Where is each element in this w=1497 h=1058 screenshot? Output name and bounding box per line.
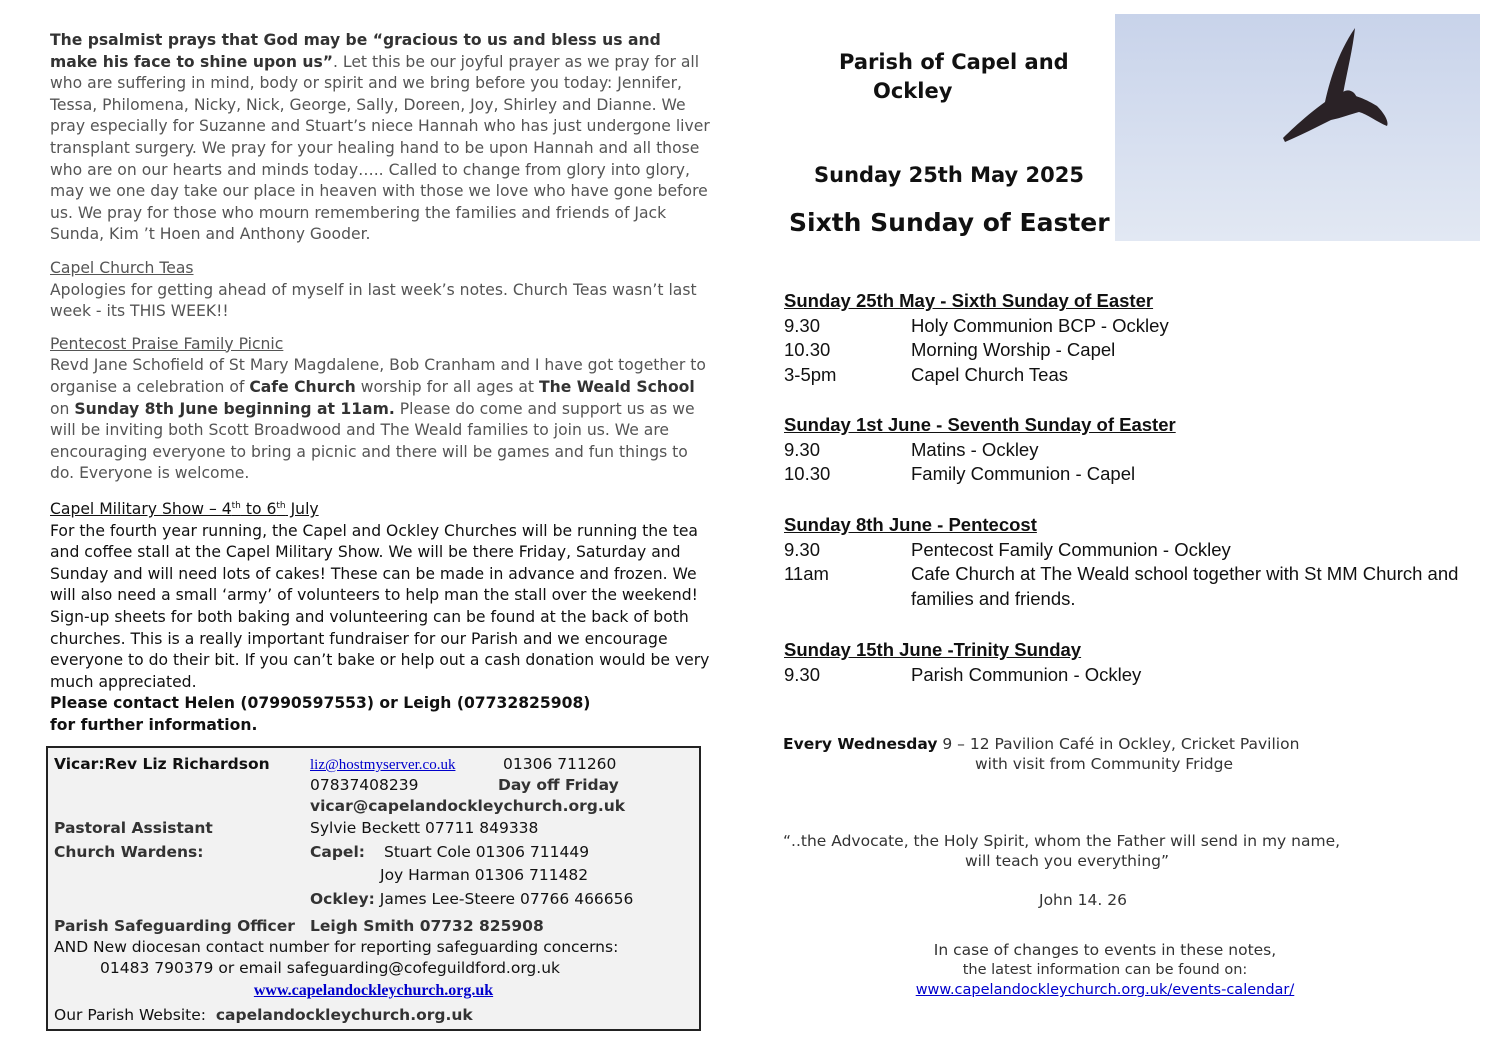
wednesday-line-2: with visit from Community Fridge xyxy=(975,755,1233,773)
day-off: Day off Friday xyxy=(498,776,619,794)
page-title: Sixth Sunday of Easter xyxy=(789,208,1110,237)
picnic-bold-1: Cafe Church xyxy=(249,377,356,396)
schedule-row: 9.30 Holy Communion BCP - Ockley xyxy=(784,314,1169,336)
safeguarding-value: Leigh Smith 07732 825908 xyxy=(310,917,544,935)
pastoral-value: Sylvie Beckett 07711 849338 xyxy=(310,819,539,837)
bird-icon xyxy=(1115,14,1480,241)
picnic-text-4: Please do come and support us as we will be inviting both Scott Broadwood and The Weald families to join us. We are encouraging everyone to bring a picnic and there will be games and fun things to do. Everyone is welcome. xyxy=(50,399,695,483)
quote-line-2: will teach you everything” xyxy=(965,852,1170,870)
vicar-email-link[interactable]: liz@hostmyserver.co.uk xyxy=(310,757,456,773)
schedule-block-4 xyxy=(784,638,1474,687)
prayer-intro: The psalmist prays that God may be “gracious to us and bless us and make his face to shine upon us” xyxy=(50,31,661,71)
wardens-label: Church Wardens: xyxy=(54,843,204,861)
website-link[interactable]: www.capelandockleychurch.org.uk xyxy=(253,982,494,999)
website-value: capelandockleychurch.org.uk xyxy=(215,1006,473,1024)
prayer-text: . Let this be our joyful prayer as we pray for all who are suffering in mind, body or spirit and we bring before you today: Jennifer, Tessa, Philomena, Nicky, Nick, George, Sally, Doreen, Joy, Shirley and Dianne. We pray especially for Suzanne and Stuart’s niece Hannah who has just undergone liver transplant surgery. We pray for your healing hand to be upon Hannah and all those who are on our hearts and minds today….. Called to change from glory into glory, may we one day take our place in heaven with those we love who have gone before us. We pray for those who mourn remembering the families and friends of Jack Sunda, Kim ’t Hoen and Anthony Gooder. xyxy=(50,52,710,244)
schedule-row: 9.30 Matins - Ockley xyxy=(784,438,1039,460)
military-text: For the fourth year running, the Capel and Ockley Churches will be running the tea and coffee stall at the Capel Military Show. We will be there Friday, Saturday and Sunday and will need lots of cakes! These can be made in advance and frozen. We will also need a small ‘army’ of volunteers to help man the stall over the weekend! Sign-up sheets for both baking and volunteering can be found at the back of both churches. This is a really important fundraiser for our Parish and we encourage everyone to do their bit. If you can’t bake or help out a cash donation would be very much appreciated. xyxy=(50,521,710,691)
parish-title-line-1: Parish of Capel and xyxy=(839,50,1069,74)
ockley-label: Ockley: xyxy=(310,890,375,908)
wednesday-bold: Every Wednesday xyxy=(783,735,938,753)
left-column xyxy=(50,30,710,737)
pastoral-label: Pastoral Assistant xyxy=(54,819,213,837)
schedule-block-3 xyxy=(784,513,1474,611)
picnic-section xyxy=(50,334,710,485)
parish-title-line-2: Ockley xyxy=(873,79,953,103)
capel-warden-1: Stuart Cole 01306 711449 xyxy=(384,843,590,861)
diocesan-contact: 01483 790379 or email safeguarding@cofeguildford.org.uk xyxy=(100,959,560,977)
picnic-text-3: on xyxy=(50,399,75,418)
changes-line-2: the latest information can be found on: xyxy=(962,962,1248,978)
diocesan-line: AND New diocesan contact number for reporting safeguarding concerns: xyxy=(54,938,619,956)
safeguarding-label: Parish Safeguarding Officer xyxy=(54,917,295,935)
prayer-paragraph xyxy=(50,30,710,246)
picnic-bold-2: The Weald School xyxy=(538,377,695,396)
bird-photo xyxy=(1115,14,1480,241)
schedule-block-2 xyxy=(784,413,1474,487)
schedule-heading: Sunday 8th June - Pentecost xyxy=(784,514,1037,535)
changes-line-1: In case of changes to events in these notes, xyxy=(933,941,1277,959)
ockley-warden: James Lee-Steere 07766 466656 xyxy=(379,890,634,908)
schedule-heading: Sunday 25th May - Sixth Sunday of Easter xyxy=(784,290,1154,311)
vicar-church-email: vicar@capelandockleychurch.org.uk xyxy=(310,797,626,815)
teas-heading: Capel Church Teas xyxy=(50,258,194,277)
quote-reference: John 14. 26 xyxy=(1039,891,1127,909)
service-date: Sunday 25th May 2025 xyxy=(814,163,1084,187)
schedule-row: 3-5pm Capel Church Teas xyxy=(784,363,1068,385)
schedule-row: 9.30 Parish Communion - Ockley xyxy=(784,663,1142,685)
picnic-text-2: worship for all ages at xyxy=(355,377,539,396)
schedule-row: 9.30 Pentecost Family Communion - Ockley xyxy=(784,538,1231,560)
military-section xyxy=(50,496,710,737)
picnic-bold-3: Sunday 8th June beginning at 11am. xyxy=(74,399,395,418)
capel-warden-2: Joy Harman 01306 711482 xyxy=(380,866,589,884)
schedule-row: 11am Cafe Church at The Weald school together with St MM Church and families and friends. xyxy=(784,563,1459,609)
military-contact-1: Please contact Helen (07990597553) or Leigh (07732825908) xyxy=(50,694,591,713)
contact-box xyxy=(46,746,701,1031)
schedule-heading: Sunday 15th June -Trinity Sunday xyxy=(784,639,1082,660)
wednesday-text: 9 – 12 Pavilion Café in Ockley, Cricket Pavilion xyxy=(937,735,1300,753)
picnic-text-1: Revd Jane Schofield of St Mary Magdalene, Bob Cranham and I have got together to organise a celebration of xyxy=(50,356,706,396)
quote-line-1: “..the Advocate, the Holy Spirit, whom the Father will send in my name, xyxy=(783,832,1341,850)
schedule-heading: Sunday 1st June - Seventh Sunday of Easter xyxy=(784,414,1176,435)
changes-notice xyxy=(850,940,1360,1000)
picnic-heading: Pentecost Praise Family Picnic xyxy=(50,334,284,353)
events-calendar-link[interactable]: www.capelandockleychurch.org.uk/events-calendar/ xyxy=(915,982,1295,998)
vicar-phone: 01306 711260 xyxy=(503,755,617,773)
wednesday-notice xyxy=(783,734,1323,774)
teas-text: Apologies for getting ahead of myself in last week’s notes. Church Teas wasn’t last week - its THIS WEEK!! xyxy=(50,280,697,321)
schedule-row: 10.30 Morning Worship - Capel xyxy=(784,339,1116,360)
vicar-mobile: 07837408239 xyxy=(310,776,419,794)
schedule-block-1 xyxy=(784,289,1474,387)
vicar-label: Vicar:Rev Liz Richardson xyxy=(54,755,270,773)
military-heading: Capel Military Show – 4th to 6th July xyxy=(50,500,319,519)
capel-label: Capel: xyxy=(310,843,365,861)
military-contact-2: for further information. xyxy=(50,716,258,734)
schedule-row: 10.30 Family Communion - Capel xyxy=(784,463,1136,484)
scripture-quote xyxy=(783,831,1383,910)
teas-section xyxy=(50,258,710,323)
website-label: Our Parish Website: xyxy=(54,1006,206,1024)
parish-title xyxy=(839,48,1069,106)
